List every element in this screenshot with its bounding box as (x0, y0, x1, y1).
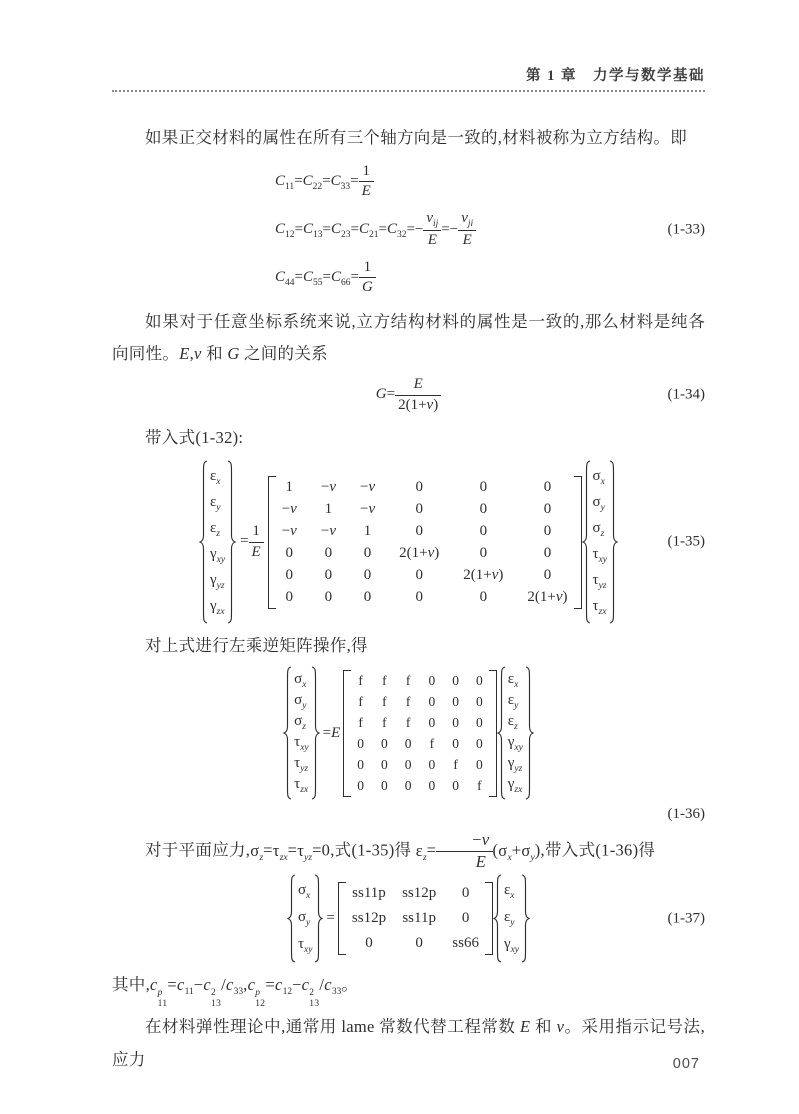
matrix-cell: 1 (285, 478, 294, 495)
matrix-cell: ss11p (402, 910, 436, 927)
curly-brace (287, 874, 296, 963)
vector-cell: $\sigma_x$ (297, 882, 311, 902)
matrix-cell: 1 (324, 500, 333, 517)
matrix-cell: 0 (415, 588, 423, 605)
vector-column (502, 878, 521, 959)
matrix-cell: 0 (324, 544, 333, 561)
matrix-cell: 0 (363, 566, 372, 583)
curly-brace (314, 874, 323, 963)
matrix-cell: 0 (415, 522, 423, 539)
matrix-cell: 0 (357, 756, 365, 772)
matrix-cell: 0 (452, 735, 460, 751)
matrix-cell: 0 (365, 935, 373, 952)
matrix-cell: f (453, 756, 458, 772)
equation-line: $C_{12}=C_{13}=C_{23}=C_{21}=C_{32}=-$ $\frac{v_{ij}}{E}$ =− $\frac{v_{ji}}{E}$ (275, 210, 705, 250)
vector-cell: $\sigma_z$ (294, 713, 306, 733)
matrix-cell: 0 (381, 735, 388, 751)
chapter-header: 第 1 章 力学与数学基础 (526, 68, 705, 84)
vector-cell: $\tau_{zx}$ (592, 597, 607, 617)
matrix-cell: 0 (461, 885, 470, 902)
matrix-cell: 0 (363, 588, 372, 605)
vector-cell: $\sigma_y$ (294, 692, 307, 712)
page-content (112, 64, 705, 1076)
vector-column (506, 670, 525, 796)
matrix-cell: 0 (479, 588, 488, 605)
vector-cell: $\varepsilon_x$ (209, 467, 221, 487)
matrix-cell: −v (320, 478, 336, 495)
vector-cell: $\gamma_{yz}$ (507, 755, 523, 775)
matrix-cell: f (477, 777, 482, 793)
equation-number: (1-34) (667, 386, 705, 403)
vector-cell: $\tau_{yz}$ (294, 755, 309, 775)
curly-brace (525, 666, 534, 800)
strain-vector (497, 666, 534, 800)
curly-brace (521, 874, 530, 963)
vector-cell: $\sigma_x$ (592, 467, 605, 487)
paragraph-where-constants: 其中,c p 11 $=c_{11}-c$ 2 13 $/c_{33},c$ p 12 $=c_{12}-c$ 2 13 $/c_{33}$。 (112, 975, 359, 1009)
matrix-cell: ss66 (452, 935, 479, 952)
curly-brace (497, 666, 506, 800)
matrix-cell: 0 (461, 910, 470, 927)
matrix-cell: 0 (428, 672, 436, 688)
paragraph-substitute-132: 带入式(1-32): (145, 427, 244, 447)
curly-brace (311, 666, 320, 800)
matrix-cell: 0 (543, 500, 552, 517)
equation-1-37 (112, 874, 705, 963)
left-bracket (338, 882, 346, 955)
paragraph-inverse-matrix: 对上式进行左乘逆矩阵操作,得 (145, 636, 368, 656)
paragraph-isotropic: 如果对于任意坐标系统来说,立方结构材料的属性是一致的,那么材料是纯各向同性。E,v 和 G 之间的关系 (112, 312, 705, 364)
vector-cell: $\gamma_{xy}$ (503, 936, 520, 956)
vector-cell: $\varepsilon_z$ (209, 519, 220, 539)
matrix-cell: 0 (543, 478, 552, 495)
matrix-cell: 0 (285, 566, 294, 583)
right-bracket (485, 882, 493, 955)
equation-number: (1-35) (667, 533, 705, 550)
vector-cell: $\varepsilon_y$ (503, 909, 515, 929)
equation-line: $C_{11}=C_{22}=C_{33}=$ $\frac{1}{E}$ (275, 163, 705, 201)
equation-body: G= $\frac{E}{2(1+v)}$ (376, 376, 441, 414)
paragraph-lame-constants: 在材料弹性理论中,通常用 lame 常数代替工程常数 E 和 v。采用指示记号法,应力 (112, 1017, 705, 1069)
vector-cell: $\gamma_{xy}$ (507, 734, 523, 754)
matrix-cell: 0 (363, 544, 372, 561)
vector-cell: $\gamma_{yz}$ (209, 571, 225, 591)
matrix-cell: 0 (415, 935, 423, 952)
vector-cell: $\sigma_y$ (592, 493, 605, 513)
matrix-cell: 0 (452, 777, 460, 793)
vector-cell: $\tau_{xy}$ (592, 545, 608, 565)
compliance-matrix (268, 476, 582, 609)
coefficient: = $\frac{1}{E}$ (240, 523, 264, 561)
page-number: 007 (672, 1056, 700, 1072)
matrix-cell: 0 (479, 500, 488, 517)
curly-brace (283, 666, 292, 800)
matrix-cell: f (358, 714, 363, 730)
matrix-cell: 0 (543, 566, 552, 583)
matrix-cell: 2(1+v) (463, 566, 504, 583)
matrix-cell: 0 (415, 500, 423, 517)
matrix-cell: f (405, 672, 411, 688)
matrix-cell: f (382, 714, 387, 730)
matrix-cell: 0 (357, 735, 365, 751)
matrix-cell: 0 (479, 544, 488, 561)
vector-cell: $\sigma_z$ (592, 519, 605, 539)
coefficient: =E (322, 724, 341, 741)
header-rule (112, 90, 705, 92)
right-bracket (574, 476, 582, 609)
curly-brace (493, 874, 502, 963)
matrix-cell: 0 (452, 672, 460, 688)
matrix-cell: 0 (428, 756, 436, 772)
equation-number: (1-37) (667, 910, 705, 927)
vector-column (296, 878, 314, 959)
matrix-cell: f (405, 693, 411, 709)
strain-vector (493, 874, 530, 963)
stress-vector (582, 460, 618, 624)
vector-cell: $\tau_{xy}$ (294, 734, 309, 754)
matrix-cell: 0 (381, 777, 388, 793)
vector-cell: $\tau_{xy}$ (297, 936, 313, 956)
matrix-cell: 0 (476, 693, 483, 709)
matrix-cell: f (358, 672, 363, 688)
matrix-cell: 0 (285, 544, 294, 561)
stress-vector (287, 874, 323, 963)
vector-cell: $\sigma_x$ (294, 671, 307, 691)
matrix-cell: 0 (404, 735, 412, 751)
vector-cell: $\tau_{yz}$ (592, 571, 607, 591)
vector-cell: $\sigma_y$ (297, 909, 311, 929)
curly-brace (199, 460, 208, 624)
vector-column (591, 464, 609, 620)
vector-cell: $\gamma_{zx}$ (209, 597, 225, 617)
matrix-cell: 0 (476, 756, 483, 772)
matrix-cell: 2(1+v) (527, 588, 568, 605)
curly-brace (609, 460, 618, 624)
matrix-cell: 0 (404, 756, 412, 772)
matrix-cell: f (358, 693, 363, 709)
matrix-cell: f (382, 693, 387, 709)
matrix-cell: f (405, 714, 411, 730)
matrix-cell: −v (281, 522, 297, 539)
equation-line: $C_{44}=C_{55}=C_{66}=$ $\frac{1}{G}$ (275, 259, 705, 297)
equation-1-35 (112, 460, 705, 624)
vector-cell: $\tau_{zx}$ (294, 776, 309, 796)
equation-1-33 (275, 163, 705, 296)
vector-cell: $\varepsilon_y$ (209, 493, 221, 513)
stiffness-matrix (343, 670, 497, 797)
matrix-cell: 0 (479, 522, 488, 539)
vector-cell: $\gamma_{xy}$ (209, 545, 226, 565)
right-bracket (489, 670, 497, 797)
plane-stiffness-matrix (338, 882, 493, 955)
matrix-cell: 0 (543, 544, 552, 561)
matrix-cell: 0 (428, 777, 436, 793)
vector-column (208, 464, 227, 620)
paragraph-plane-stress: 对于平面应力$,\sigma_z=\tau_{zx}=\tau_{yz}=0$,式(1-35)得 $\varepsilon_z=$ $\frac{-v}{E}$ $(\sigma_x+\sigma_y)$,带入式(1-36)得 (145, 830, 656, 872)
stress-vector (283, 666, 319, 800)
equation-number: (1-33) (667, 221, 705, 238)
matrix-cell: ss11p (352, 885, 386, 902)
matrix-cell: 2(1+v) (399, 544, 440, 561)
equation-1-34 (112, 376, 705, 414)
matrix-cell: −v (359, 478, 376, 495)
matrix-cell: f (429, 735, 435, 751)
matrix-cell: −v (359, 500, 376, 517)
matrix-cell: 0 (415, 478, 423, 495)
matrix-cell: 0 (404, 777, 412, 793)
equation-1-36 (112, 666, 705, 800)
matrix-cell: 0 (476, 714, 483, 730)
left-bracket (343, 670, 351, 797)
matrix-cell: 0 (428, 693, 436, 709)
matrix-cell: 0 (324, 566, 333, 583)
matrix-cell: ss12p (402, 885, 437, 902)
vector-cell: $\varepsilon_y$ (507, 692, 519, 712)
matrix-cell: f (382, 672, 387, 688)
equals-sign: = (326, 910, 335, 927)
paragraph-intro-cubic: 如果正交材料的属性在所有三个轴方向是一致的,材料被称为立方结构。即 (145, 128, 688, 147)
matrix-cell: 0 (428, 714, 436, 730)
equation-number: (1-36) (667, 806, 705, 823)
vector-cell: $\gamma_{zx}$ (507, 776, 523, 796)
vector-cell: $\varepsilon_x$ (507, 671, 519, 691)
matrix-cell: 0 (415, 566, 423, 583)
left-bracket (268, 476, 276, 609)
curly-brace (582, 460, 591, 624)
matrix-cell: 0 (479, 478, 488, 495)
matrix-cell: 0 (543, 522, 552, 539)
matrix-cell: 0 (476, 672, 483, 688)
matrix-cell: 0 (452, 714, 460, 730)
matrix-cell: 0 (452, 693, 460, 709)
matrix-cell: 0 (381, 756, 388, 772)
matrix-cell: 0 (324, 588, 333, 605)
matrix-cell: 0 (357, 777, 365, 793)
vector-cell: $\varepsilon_z$ (507, 713, 518, 733)
curly-brace (227, 460, 236, 624)
matrix-cell: ss12p (351, 910, 387, 927)
matrix-cell: −v (320, 522, 336, 539)
matrix-cell: −v (281, 500, 297, 517)
strain-vector (199, 460, 236, 624)
vector-cell: $\varepsilon_x$ (503, 882, 515, 902)
matrix-cell: 1 (363, 522, 372, 539)
matrix-cell: 0 (476, 735, 483, 751)
vector-column (292, 670, 310, 796)
matrix-cell: 0 (285, 588, 294, 605)
